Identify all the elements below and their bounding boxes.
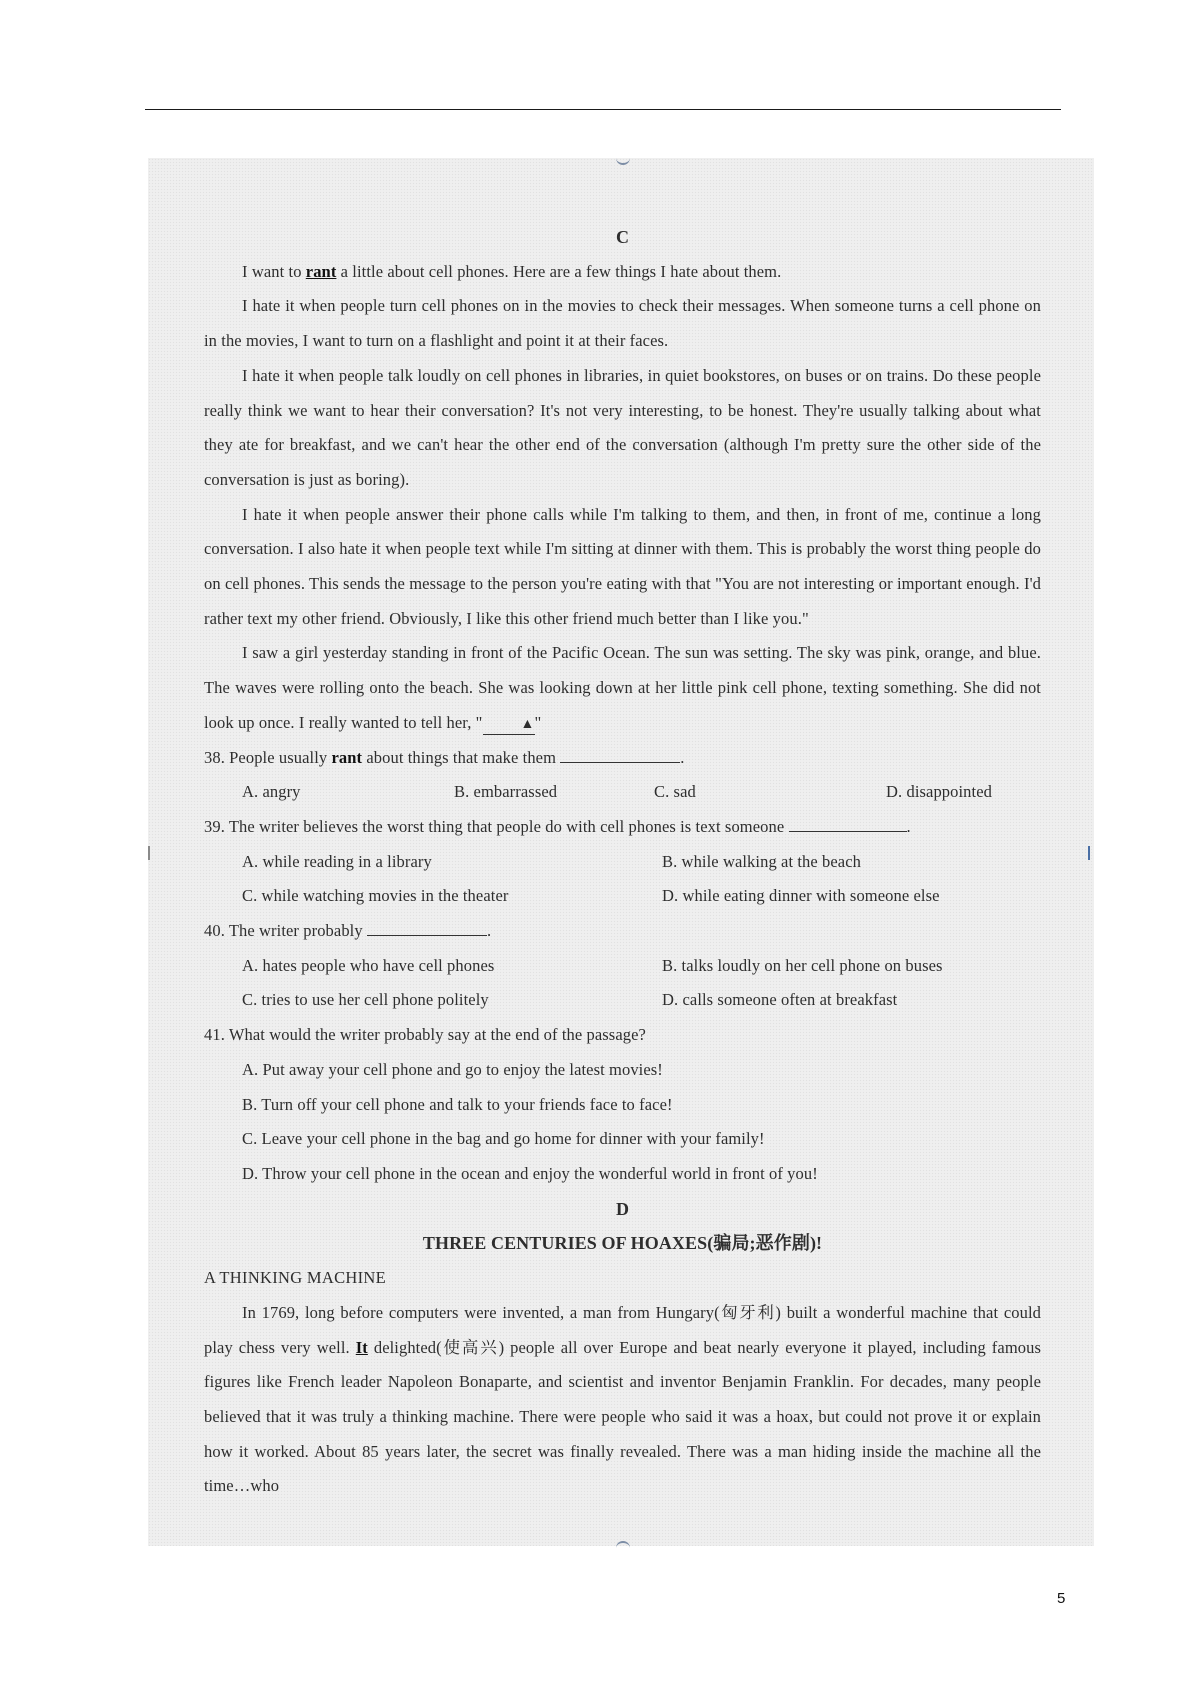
page-number: 5: [1057, 1590, 1066, 1607]
rant-word: rant: [305, 261, 337, 281]
question-41-stem: 41. What would the writer probably say at the end of the passage?: [204, 1025, 646, 1045]
question-38: [204, 741, 1041, 810]
question-39-options-row-2: [204, 879, 1041, 914]
option-d: D. while eating dinner with someone else: [662, 886, 940, 906]
option-a: A. angry: [242, 782, 301, 802]
section-d-subheading: A THINKING MACHINE: [204, 1268, 387, 1288]
section-c-paragraph-1: I want to rant a little about cell phones. Here are a few things I hate about them.: [242, 261, 782, 281]
answer-blank: [367, 917, 487, 936]
section-c-paragraph-5: I saw a girl yesterday standing in front of the Pacific Ocean. The sun was setting. The sky was pink, orange, and blue. The waves were rolling onto the beach. She was looking down at her little pink cell phone, texting something. She did not look up once. I really wanted to tell her, " ▲": [204, 636, 1041, 740]
it-word: It: [355, 1337, 368, 1357]
option-c: C. while watching movies in the theater: [242, 886, 509, 906]
option-c: C. Leave your cell phone in the bag and go home for dinner with your family!: [242, 1129, 765, 1149]
scan-margin-mark-left: [148, 846, 150, 860]
option-c: C. tries to use her cell phone politely: [242, 990, 489, 1010]
option-a: A. while reading in a library: [242, 851, 432, 871]
section-c-paragraph-2: I hate it when people turn cell phones on in the movies to check their messages. When someone turns a cell phone on in the movies, I want to turn on a flashlight and point it at their faces.: [204, 296, 1041, 351]
option-b: B. while walking at the beach: [662, 851, 862, 871]
question-40-stem: 40. The writer probably .: [204, 914, 1041, 949]
question-38-stem: 38. People usually rant about things that make them .: [204, 741, 1041, 776]
option-a: A. Put away your cell phone and go to enjoy the latest movies!: [242, 1059, 663, 1079]
section-c-heading: C: [615, 227, 630, 247]
option-c: C. sad: [654, 782, 696, 802]
question-40-options-row-2: [204, 983, 1041, 1018]
option-b: B. talks loudly on her cell phone on buses: [662, 955, 943, 975]
question-39-stem: 39. The writer believes the worst thing that people do with cell phones is text someone .: [204, 810, 1041, 845]
question-39: [204, 810, 1041, 914]
question-39-options-row-1: [204, 845, 1041, 880]
question-40: [204, 914, 1041, 1018]
option-d: D. Throw your cell phone in the ocean and enjoy the wonderful world in front of you!: [242, 1163, 818, 1183]
answer-blank-triangle: ▲: [483, 716, 535, 735]
option-d: D. calls someone often at breakfast: [662, 990, 898, 1010]
option-b: B. embarrassed: [454, 782, 558, 802]
section-d-title: THREE CENTURIES OF HOAXES(骗局;恶作剧)!: [422, 1233, 823, 1254]
section-c-paragraph-3: I hate it when people talk loudly on cell phones in libraries, in quiet bookstores, on buses or on trains. Do these people really think we want to hear their conversation? It's not very interesting, to be honest. They're usually talking about what they ate for breakfast, and we can't hear the other end of the conversation (although I'm pretty sure the other side of the conversation is just as boring).: [204, 365, 1041, 489]
section-c-paragraph-4: I hate it when people answer their phone calls while I'm talking to them, and then, in front of me, continue a long conversation. I also hate it when people text while I'm sitting at dinner with them. This is probably the worst thing people do on cell phones. This sends the message to the person you're eating with that "You are not interesting or important enough. I'd rather text my other friend. Obviously, I like this other friend much better than I like you.": [204, 504, 1041, 628]
scan-margin-mark-right: [1088, 846, 1090, 860]
option-a: A. hates people who have cell phones: [242, 955, 495, 975]
answer-blank: [789, 813, 907, 832]
section-d-paragraph-1: In 1769, long before computers were invented, a man from Hungary(匈牙利) built a wonderful machine that could play chess very well. It delighted(使高兴) people all over Europe and beat nearly everyone it played, including famous figures like French leader Napoleon Bonaparte, and scientist and inventor Benjamin Franklin. For decades, many people believed that it was truly a thinking machine. There were people who said it was a hoax, but could not prove it or explain how it worked. About 85 years later, the secret was finally revealed. There was a man hiding inside the machine all the time…who: [204, 1302, 1041, 1496]
section-d-heading: D: [615, 1198, 630, 1219]
question-41: [204, 1018, 1041, 1192]
question-38-options: [204, 775, 1041, 810]
scan-binding-mark-bottom: [616, 1541, 630, 1548]
option-d: D. disappointed: [886, 782, 992, 802]
scan-binding-mark-top: [616, 158, 630, 165]
header-rule: [145, 109, 1061, 110]
question-40-options-row-1: [204, 949, 1041, 984]
exam-content: [204, 220, 1041, 1504]
option-b: B. Turn off your cell phone and talk to your friends face to face!: [242, 1094, 673, 1114]
answer-blank: [560, 744, 680, 763]
